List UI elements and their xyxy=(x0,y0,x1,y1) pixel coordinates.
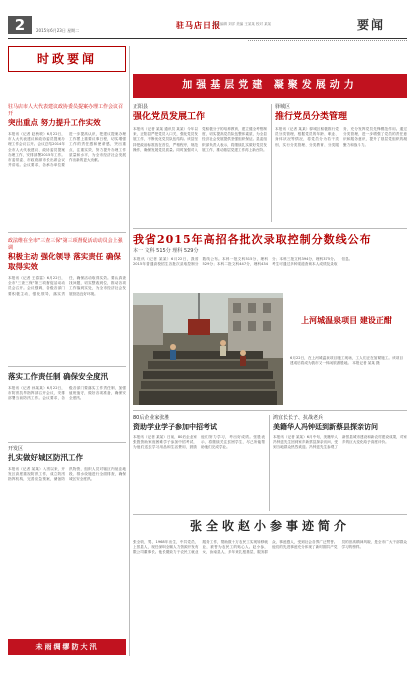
header-dotted-rule xyxy=(248,40,407,42)
article-zhengyang[interactable] xyxy=(133,104,267,224)
banner-text: 加强基层党建 凝聚发展动力 xyxy=(182,80,358,91)
left-article-2[interactable] xyxy=(8,238,126,362)
kicker: 鸿宜长长子、抗战老兵 xyxy=(273,415,324,421)
divider xyxy=(133,410,407,411)
issue-date: 2015年6月23日 星期二 xyxy=(36,28,80,33)
divider xyxy=(8,366,126,367)
article-body: 本报讯（记者 某某 通讯员 某某）今年以来，正阳县严把党员入口关，强化党员发展工作，不断优化党员队伍结构。该县坚持把政治标准放在首位，严格程序，规范操作，确保发展党员质量。同时加强对入党积极分子的培养教育，建立健全考察制度，切实提高党员队伍整体素质，为全县经济社会发展提供坚强组织保证。县委组织部负责人表示，将继续扎实做好党员发展工作，推动基层党建工作再上新台阶。 xyxy=(133,127,267,152)
bottom-banner xyxy=(8,639,126,655)
article-body: 本报讯（记者 某某）日前，80后企业家张胜资助家庭困难学子参加中招考试，为他们送去学习用品和生活费用，鼓励他们努力学习，考出好成绩。张胜表示，将继续关注贫困学生，尽己所能帮助他们完成学业。 xyxy=(133,435,265,450)
article-body: 本报讯（记者 某某）6月中旬，美籍华人冯钟廷先生回到家乡新蔡县探亲访问，受到当地群众热烈欢迎。冯钟廷先生参观了新蔡县城市建设和新农村建设成果，对家乡的巨大变化给予高度评价。 xyxy=(273,435,407,450)
divider xyxy=(133,514,407,515)
photo-caption-box xyxy=(286,293,407,405)
subheadline: 本一 文科 515分 理科 529分 xyxy=(133,248,199,254)
article-feng-zhongting[interactable] xyxy=(273,415,407,511)
left-article-3[interactable] xyxy=(8,372,126,442)
kicker: 驿城区 xyxy=(275,104,291,110)
left-article-4[interactable] xyxy=(8,446,126,632)
left-article-1[interactable] xyxy=(8,104,126,228)
photo-title: 上河城温泉项目 建设正酣 xyxy=(301,315,392,325)
headline: 美籍华人冯钟廷到新蔡县探亲访问 xyxy=(273,422,378,431)
column-divider xyxy=(129,46,130,656)
divider xyxy=(133,228,407,229)
headline: 强化党员发展工作 xyxy=(133,112,206,122)
kicker: 开发区 xyxy=(8,446,24,452)
bottom-headline: 张全收赵小参事迹简介 xyxy=(189,519,350,533)
article-zhangsheng[interactable] xyxy=(133,415,265,511)
bottom-banner-text: 未雨绸缪防大汛 xyxy=(35,643,99,651)
article-body: 张全收，男，1968年出生，中共党员，上蔡县人，现任深圳全顺人力资源开发有限公司董事长。他长期致力于农民工就业服务工作，帮助数十万农民工实现转移就业，被誉为农民工的贴心人。赵小参，女，汝南县人，多年来扎根基层，服务群众，事迹感人，受到社会各界广泛赞誉。他们的先进事迹充分体现了新时期共产党员的崇高精神风貌，是全市广大干部群众学习的榜样。 xyxy=(133,540,407,555)
article-body: 本报讯（记者 某某）入汛以来，开发区高度重视防汛工作，成立防汛指挥机构，完善应急预案，储备防汛物资，组织人员对辖区内低洼地段、排水设施进行全面排查，确保城区安全度汛。 xyxy=(8,467,126,482)
column-divider xyxy=(271,104,272,222)
editor-credits: 责任编辑 刘洋 美编 王某某 校对 某某 xyxy=(213,22,272,26)
construction-photo-image xyxy=(133,293,283,405)
headline: 推行党员分类管理 xyxy=(275,112,348,122)
article-body: 本报讯（记者 某某）驿城区积极推行党员分类管理，根据党员的年龄、职业、身体状况等情况，将党员分为若干类别，实行分类管理、分类教育、分类服务，充分发挥党员先锋模范作用。通过分类管理，进一步增强了党员的责任意识和服务意识，提升了基层党组织的凝聚力和战斗力。 xyxy=(275,127,407,147)
header-rule xyxy=(8,38,407,39)
divider xyxy=(8,442,126,443)
newspaper-logo: 驻马店日报 xyxy=(176,20,221,30)
article-body: 本报讯（记者 赵秋坡）6月22日，市人大代表建议和政协委员提案办理工作会议召开。会议总结2014年全市人大代表建议、政协委员提案办理工作，安排部署2015年工作。市委常委、市政府副市长出席会议并讲话。会议要求，各承办单位要进一步提高认识，把建议提案办理工作摆上重要议事日程，切实增强工作的责任感和使命感，突出重点，注重实效，努力提升办理工作质量和水平，为全市经济社会发展作出新的更大贡献。 xyxy=(8,132,126,168)
party-building-banner xyxy=(133,74,407,98)
article-gaokao-scores[interactable] xyxy=(133,233,407,289)
kicker: 驻马店市人大代表建议政协委员提案办理工作会议召开 xyxy=(8,104,124,117)
article-body: 本报讯（记者 某某）6月22日，我省2015年普通高校招生各批次录取控制分数线公布。本科一批文科515分，理科529分；本科二批文科447分，理科434分；本科三批文科394分，理科375分。考生可通过多种渠道查询本人成绩及录取信息。 xyxy=(133,257,353,267)
section-title: 要闻 xyxy=(356,18,385,32)
column-title: 时政要闻 xyxy=(36,52,97,66)
headline: 我省2015年高招各批次录取控制分数线公布 xyxy=(133,233,372,246)
headline: 落实工作责任制 确保安全度汛 xyxy=(8,372,109,381)
column-divider xyxy=(269,415,270,511)
divider xyxy=(8,232,126,233)
article-profiles[interactable] xyxy=(133,540,407,654)
construction-photo xyxy=(133,293,283,405)
article-yicheng[interactable] xyxy=(275,104,407,224)
headline: 积极主动 强化领导 落实责任 确保取得实效 xyxy=(8,252,121,271)
kicker: 政法维在全市"三查三保"第三项督促活动动员会上强调 xyxy=(8,238,123,251)
kicker: 正阳县 xyxy=(133,104,149,110)
article-body: 本报讯（记者 王春雷）6月22日，全市"三查三保"第三项督促活动动员会召开。会议强调，各级各部门要积极主动，强化领导，落实责任，确保活动取得实效。要认真查找问题，切实整改到位，推动各项工作落到实处，为全市经济社会发展营造良好环境。 xyxy=(8,276,126,296)
kicker: 80后企业家张胜 xyxy=(133,415,170,421)
column-title-box xyxy=(8,46,126,72)
headline: 突出重点 努力提升工作实效 xyxy=(8,118,101,127)
headline: 扎实做好城区防汛工作 xyxy=(8,453,83,462)
article-body: 本报讯（记者 孙某某）6月22日，市防汛抗旱指挥部召开会议，安排部署当前防汛工作。会议要求，各级各部门要落实工作责任制，加强值班值守，做好各项准备，确保安全度汛。 xyxy=(8,386,126,401)
page-number: 2 xyxy=(8,16,32,34)
photo-caption: 6月22日，在上河城温泉项目施工现场，工人们正在加紧施工。该项目建成后将成为我市又一休闲旅游胜地。 本报记者 某某 摄 xyxy=(290,356,403,366)
headline: 资助学业学子参加中招考试 xyxy=(133,422,217,431)
page-header xyxy=(8,6,407,44)
